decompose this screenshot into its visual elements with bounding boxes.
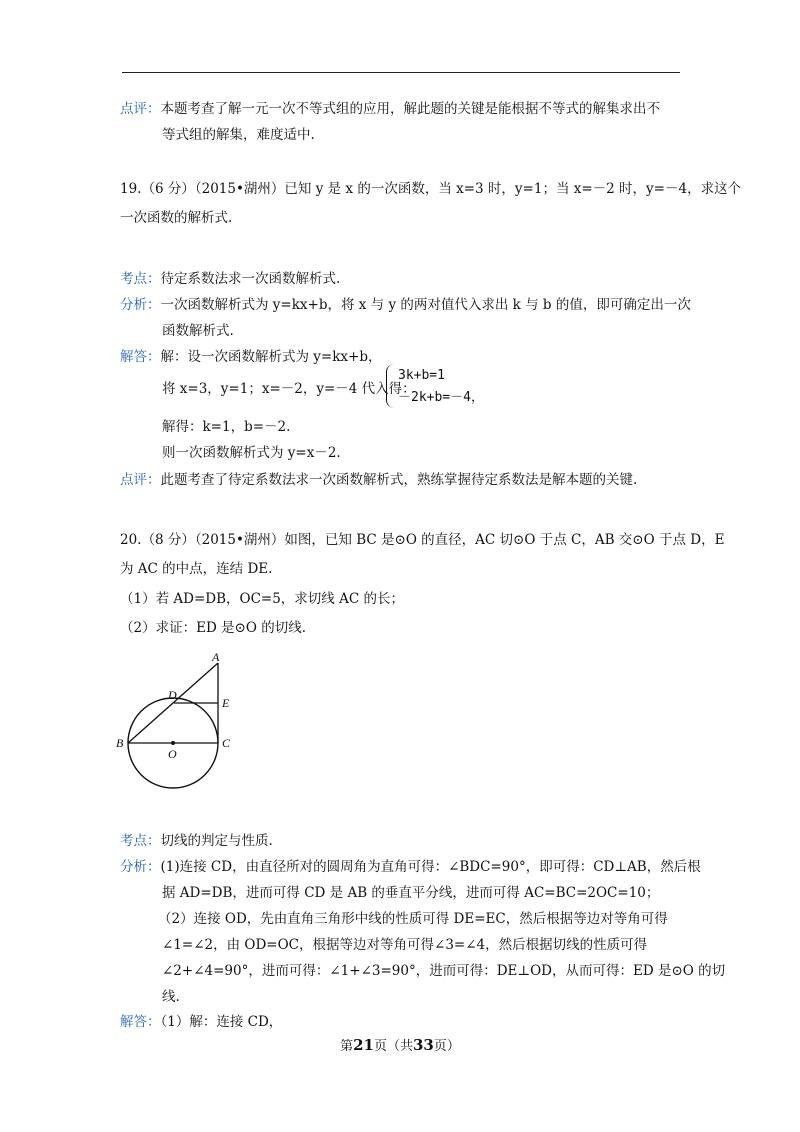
equation-brace [386, 364, 397, 408]
fenxi-19-line-2: 函数解析式. [162, 323, 234, 339]
center-point [171, 741, 175, 745]
label-b: B [116, 736, 124, 750]
geometry-figure [110, 648, 250, 798]
question-20-part-1: （1）若 AD=DB，OC=5，求切线 AC 的长； [120, 591, 404, 607]
jieda-19-line-4: 则一次函数解析式为 y=x－2. [162, 445, 341, 461]
current-page-number: 21 [353, 1036, 374, 1054]
fenxi-20-line-4: ∠1=∠2，由 OD=OC，根据等边对等角可得∠3=∠4，然后根据切线的性质可得 [162, 937, 648, 953]
equation-2: －2k+b=－4， [398, 390, 484, 405]
label-d: D [168, 688, 177, 702]
header-rule [122, 72, 680, 73]
jieda-19-line-1: 解答：解：设一次函数解析式为 y=kx+b， [120, 349, 382, 365]
total-page-number: 33 [413, 1036, 434, 1054]
label-e: E [222, 696, 230, 710]
fenxi-20-line-6: 线. [162, 989, 180, 1005]
question-20-line-2: 为 AC 的中点，连结 DE. [120, 561, 273, 577]
kaodian-20: 考点：切线的判定与性质. [120, 833, 273, 849]
question-20-part-2: （2）求证：ED 是⊙O 的切线. [120, 620, 307, 636]
jieda-20-line-1: 解答：（1）解：连接 CD， [120, 1014, 283, 1030]
fenxi-20-line-3: （2）连接 OD，先由直角三角形中线的性质可得 DE=EC，然后根据等边对等角可得 [158, 911, 668, 927]
page-footer: 第21页（共33页） [340, 1036, 460, 1054]
label-a: A [212, 650, 220, 664]
label-c: C [222, 736, 231, 750]
jieda-19-line-2: 将 x=3，y=1；x=－2，y=－4 代入得： [162, 381, 416, 397]
kaodian-19: 考点：待定系数法求一次函数解析式. [120, 271, 341, 287]
remark-tag: 点评： [120, 101, 161, 117]
fenxi-20-line-5: ∠2+∠4=90°，进而可得：∠1+∠3=90°，进而可得：DE⊥OD，从而可得：ED 是⊙O 的切 [162, 963, 726, 979]
label-o: O [168, 747, 177, 761]
question-20-line-1: 20.（8 分）（2015•湖州）如图，已知 BC 是⊙O 的直径，AC 切⊙O 于点 C，AB 交⊙O 于点 D，E [120, 532, 725, 548]
dianping-19: 点评：此题考查了待定系数法求一次函数解析式，熟练掌握待定系数法是解本题的关键. [120, 472, 638, 488]
remark-line-1: 点评：本题考查了解一元一次不等式组的应用，解此题的关键是能根据不等式的解集求出不 [120, 101, 660, 117]
remark-line-2: 等式组的解集，难度适中. [162, 127, 315, 143]
jieda-19-line-3: 解得：k=1，b=－2. [162, 419, 291, 435]
question-19-line-2: 一次函数的解析式. [120, 210, 233, 226]
question-19-line-1: 19.（6 分）（2015•湖州）已知 y 是 x 的一次函数，当 x=3 时，y=1；当 x=－2 时，y=－4，求这个 [120, 181, 742, 197]
fenxi-19-line-1: 分析：一次函数解析式为 y=kx+b，将 x 与 y 的两对值代入求出 k 与 b 的值，即可确定出一次 [120, 297, 691, 313]
fenxi-20-line-1: 分析：(1)连接 CD，由直径所对的圆周角为直角可得：∠BDC=90°，即可得：CD⊥AB，然后根 [120, 859, 701, 875]
fenxi-20-line-2: 据 AD=DB，进而可得 CD 是 AB 的垂直平分线，进而可得 AC=BC=2OC=10； [162, 885, 660, 901]
equation-1: 3k+b=1 [398, 368, 445, 383]
